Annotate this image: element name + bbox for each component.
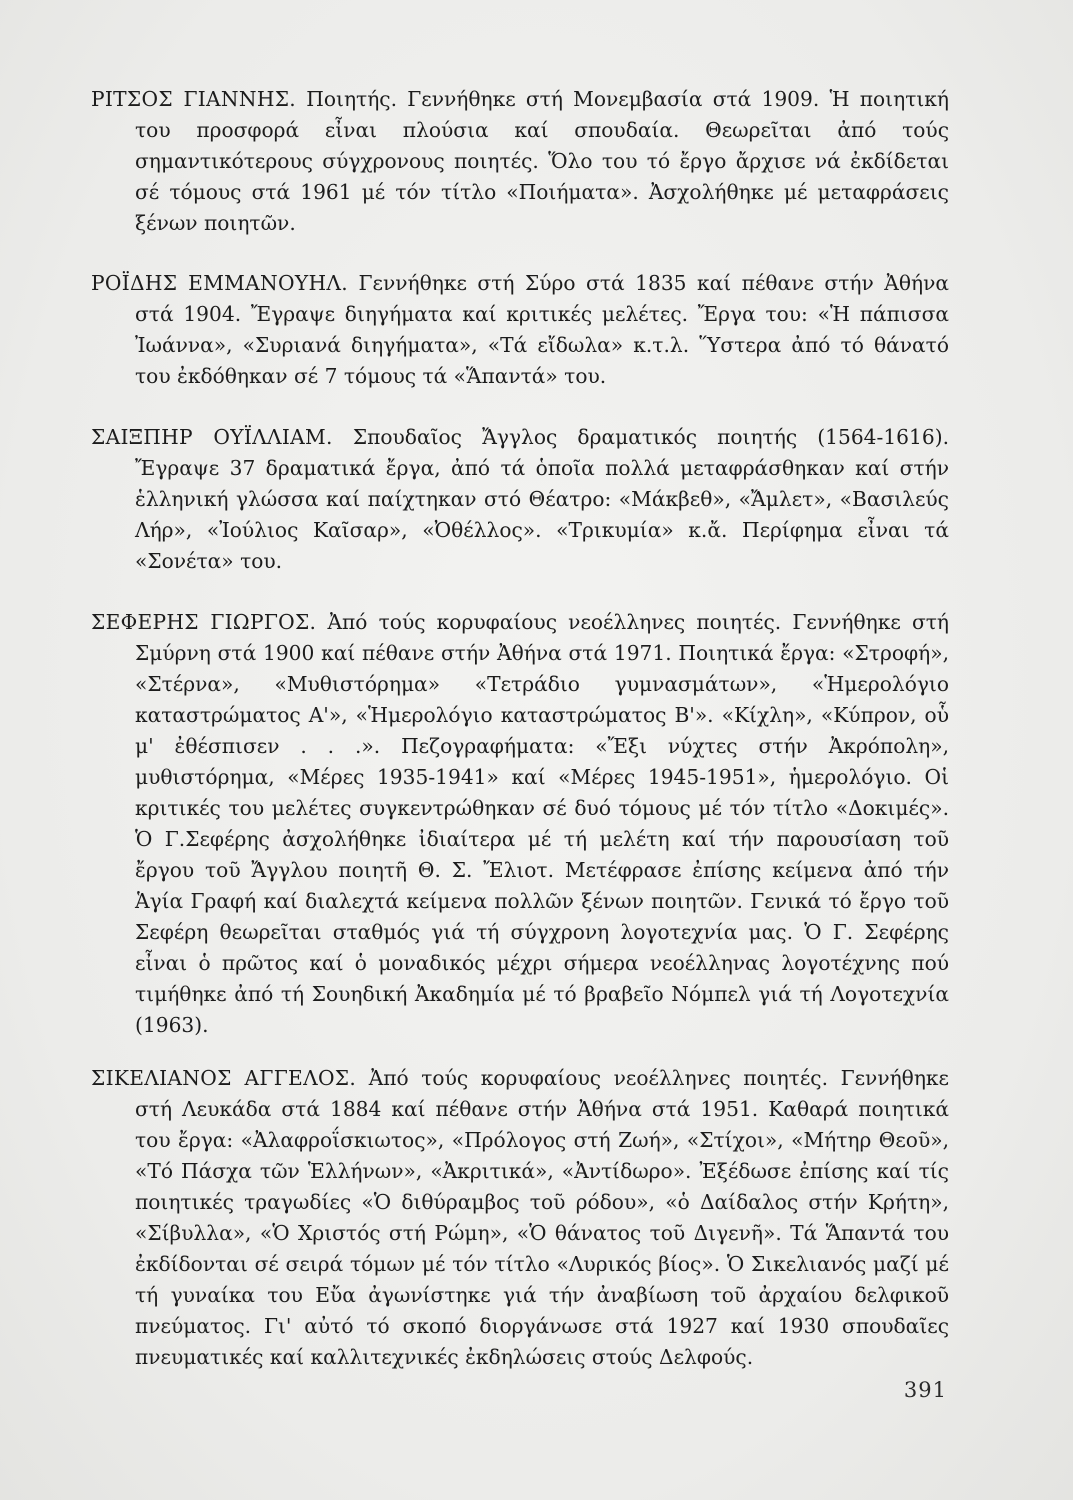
entry-text: Ἀπό τούς κορυφαίους νεοέλληνες ποιητές. Γεννήθηκε στή Σμύρνη στά 1900 καί πέθανε στήν Ἀθήνα στά 1971. Ποιητικά ἔργα: «Στροφή», «Στέρνα», «Μυθιστόρημα» «Τετράδιο γυμνασμάτων», «Ἡμερολόγιο καταστρώματος Α'», «Ἡμερολόγιο καταστρώματος Β'». «Κίχλη», «Κύπρον, οὗ μ' ἐθέσπισεν . . .». Πεζογραφήματα: «Ἔξι νύχτες στήν Ἀκρόπολη», μυθιστόρημα, «Μέρες 1935-1941» καί «Μέρες 1945-1951», ἡμερολόγιο. Οἱ κριτικές του μελέτες συγκεντρώθηκαν σέ δυό τόμους μέ τόν τίτλο «Δοκιμές». Ὁ Γ.Σεφέρης ἀσχολήθηκε ἰδιαίτερα μέ τή μελέτη καί τήν παρουσίαση τοῦ ἔργου τοῦ Ἄγγλου ποιητῆ Θ. Σ. Ἔλιοτ. Μετέφρασε ἐπίσης κείμενα ἀπό τήν Ἁγία Γραφή καί διαλεχτά κείμενα πολλῶν ξένων ποιητῶν. Γενικά τό ἔργο τοῦ Σεφέρη θεωρεῖται σταθμός γιά τή σύγχρονη λογοτεχνία μας. Ὁ Γ. Σεφέρης εἶναι ὁ πρῶτος καί ὁ μοναδικός μέχρι σήμερα νεοέλληνας λογοτέχνης πού τιμήθηκε ἀπό τή Σουηδική Ἀκαδημία μέ τό βραβεῖο Νόμπελ γιά τή Λογοτεχνία (1963).: [135, 610, 949, 1037]
entry-text: Ἀπό τούς κορυφαίους νεοέλληνες ποιητές. Γεννήθηκε στή Λευκάδα στά 1884 καί πέθανε στήν Ἀθήνα στά 1951. Καθαρά ποιητικά του ἔργα: «Ἀλαφροΐσκιωτος», «Πρόλογος στή Ζωή», «Στίχοι», «Μήτηρ Θεοῦ», «Τό Πάσχα τῶν Ἑλλήνων», «Ἀκριτικά», «Ἀντίδωρο». Ἐξέδωσε ἐπίσης καί τίς ποιητικές τραγωδίες «Ὁ διθύραμβος τοῦ ρόδου», «ὁ Δαίδαλος στήν Κρήτη», «Σίβυλλα», «Ὁ Χριστός στή Ρώμη», «Ὁ θάνατος τοῦ Διγενῆ». Τά Ἅπαντά του ἐκδίδονται σέ σειρά τόμων μέ τόν τίτλο «Λυρικός βίος». Ὁ Σικελιανός μαζί μέ τή γυναίκα του Εὔα ἀγωνίστηκε γιά τήν ἀναβίωση τοῦ ἀρχαίου δελφικοῦ πνεύματος. Γι' αὐτό τό σκοπό διοργάνωσε στά 1927 καί 1930 σπουδαῖες πνευματικές καί καλλιτεχνικές ἐκδηλώσεις στούς Δελφούς.: [135, 1066, 950, 1369]
entry-name: ΣΕΦΕΡΗΣ ΓΙΩΡΓΟΣ.: [91, 610, 317, 634]
page-number: 391: [903, 1378, 947, 1402]
entry-ritsos: [91, 84, 949, 239]
entry-text: Γεννήθηκε στή Σύρο στά 1835 καί πέθανε στήν Ἀθήνα στά 1904. Ἔγραψε διηγήματα καί κριτικές μελέτες. Ἔργα του: «Ἡ πάπισσα Ἰωάννα», «Συριανά διηγήματα», «Τά εἴδωλα» κ.τ.λ. Ὕστερα ἀπό τό θάνατό του ἐκδόθηκαν σέ 7 τόμους τά «Ἅπαντά» του.: [135, 271, 949, 388]
entry-name: ΣΑΙΞΠΗΡ ΟΥΪΛΛΙΑΜ.: [91, 425, 333, 449]
entry-sikelianos: [91, 1063, 949, 1373]
entry-name: ΣΙΚΕΛΙΑΝΟΣ ΑΓΓΕΛΟΣ.: [91, 1066, 357, 1090]
entry-roidis: [91, 268, 949, 392]
entry-name: ΡΟΪΔΗΣ ΕΜΜΑΝΟΥΗΛ.: [91, 271, 348, 295]
entry-seferis: [91, 607, 949, 1041]
entry-name: ΡΙΤΣΟΣ ΓΙΑΝΝΗΣ.: [91, 87, 297, 111]
entry-shakespeare: [91, 422, 949, 577]
entry-text: Σπουδαῖος Ἄγγλος δραματικός ποιητής (1564-1616). Ἔγραψε 37 δραματικά ἔργα, ἀπό τά ὁποῖα πολλά μεταφράσθηκαν καί στήν ἑλληνική γλώσσα καί παίχτηκαν στό Θέατρο: «Μάκβεθ», «Ἄμλετ», «Βασιλεύς Λήρ», «Ἰούλιος Καῖσαρ», «Ὀθέλλος». «Τρικυμία» κ.ἄ. Περίφημα εἶναι τά «Σονέτα» του.: [135, 425, 949, 573]
entry-text: Ποιητής. Γεννήθηκε στή Μονεμβασία στά 1909. Ἡ ποιητική του προσφορά εἶναι πλούσια καί σπουδαία. Θεωρεῖται ἀπό τούς σημαντικότερους σύγχρονους ποιητές. Ὅλο του τό ἔργο ἄρχισε νά ἐκδίδεται σέ τόμους στά 1961 μέ τόν τίτλο «Ποιήματα». Ἀσχολήθηκε μέ μεταφράσεις ξένων ποιητῶν.: [135, 87, 949, 235]
